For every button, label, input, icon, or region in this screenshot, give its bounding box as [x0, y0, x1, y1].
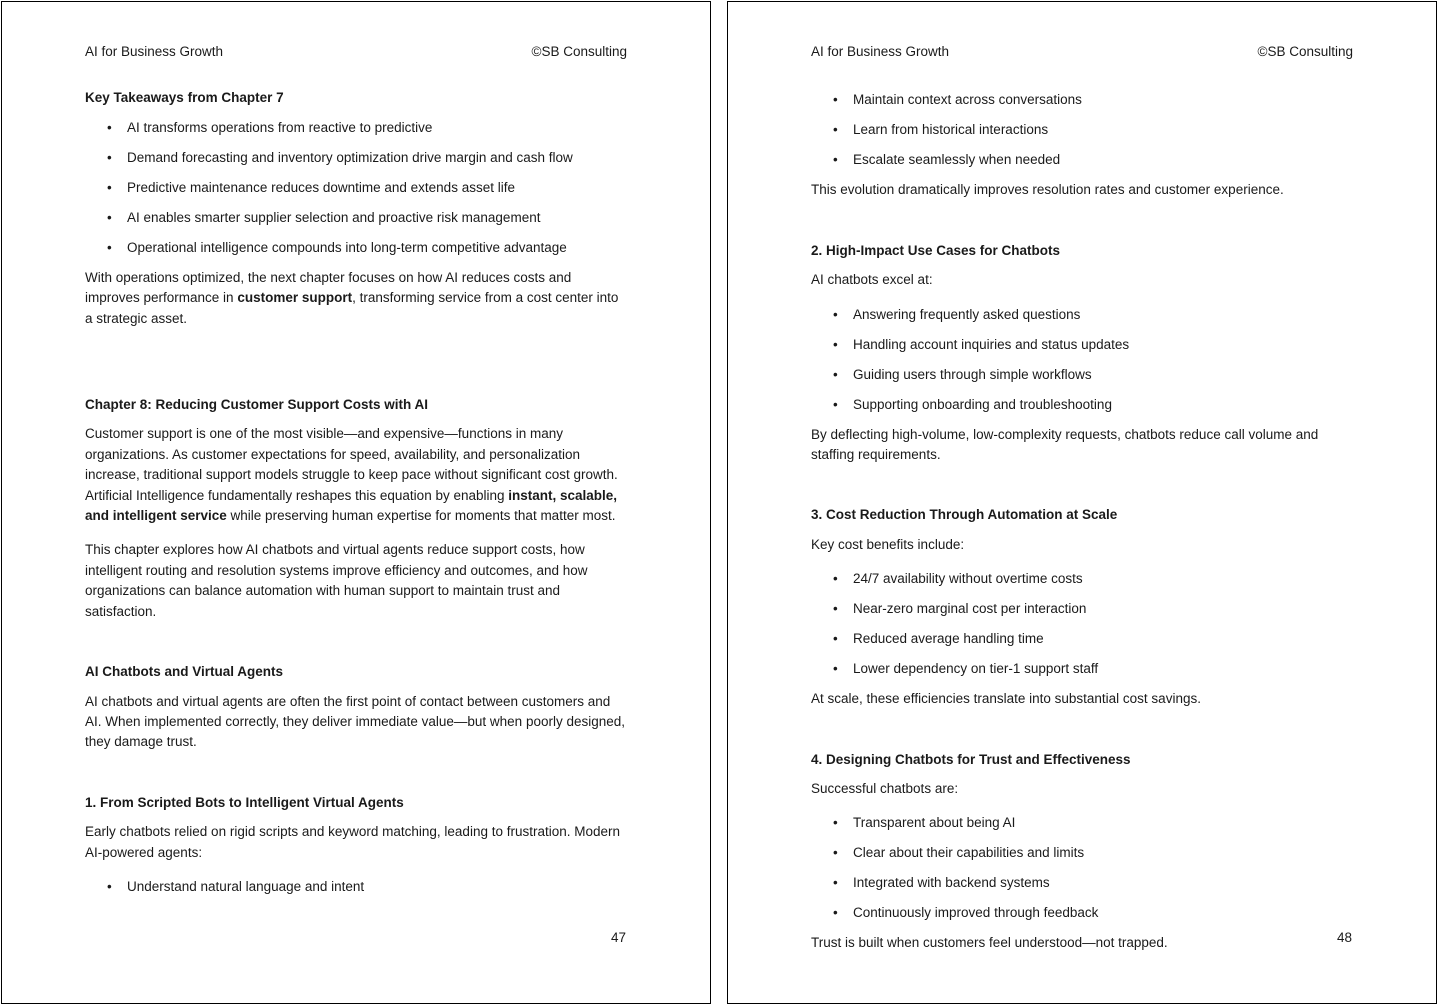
text-run: By deflecting high-volume, low-complexity requests, chatbots reduce call volume and staffing requirements.	[811, 426, 1319, 463]
section-heading: 3. Cost Reduction Through Automation at Scale	[811, 507, 1118, 523]
list-item: • Continuously improved through feedback	[853, 903, 1353, 923]
text-run: This evolution dramatically improves resolution rates and customer experience.	[811, 182, 1284, 198]
paragraph	[811, 689, 1353, 709]
list-item: • Operational intelligence compounds into long-term competitive advantage	[127, 238, 627, 258]
page-47	[1, 1, 711, 1004]
text-run: With operations optimized, the next chapter focuses on how AI reduces costs and improves performance in	[85, 269, 572, 306]
text-run: AI chatbots and virtual agents are often the first point of contact between customers and AI. When implemented correctly, they deliver immediate value—but when poorly designed, they damage trust.	[85, 693, 626, 750]
text-run: Early chatbots relied on rigid scripts and keyword matching, leading to frustration. Modern AI-powered agents:	[85, 824, 621, 860]
list-item: • Clear about their capabilities and limits	[853, 843, 1353, 863]
bullet-list	[811, 569, 1353, 679]
text-run: customer support	[237, 290, 353, 306]
paragraph	[85, 424, 627, 526]
text-run: Trust is built when customers feel understood—not trapped.	[811, 935, 1168, 951]
list-item: • Transparent about being AI	[853, 813, 1353, 833]
list-item: • Understand natural language and intent	[127, 877, 627, 897]
list-item: • Lower dependency on tier-1 support staff	[853, 659, 1353, 679]
list-item: • Maintain context across conversations	[853, 90, 1353, 110]
list-item: • Near-zero marginal cost per interaction	[853, 599, 1353, 619]
bullet-list	[85, 118, 627, 258]
page-content	[85, 88, 627, 897]
running-header-title: AI for Business Growth	[811, 44, 950, 59]
bullet-list	[811, 305, 1353, 415]
list-item: • Reduced average handling time	[853, 629, 1353, 649]
paragraph	[811, 425, 1353, 466]
text-run: , transforming service from a cost center into a strategic asset.	[85, 290, 619, 326]
text-run: At scale, these efficiencies translate into substantial cost savings.	[811, 691, 1201, 707]
list-item: • Integrated with backend systems	[853, 873, 1353, 893]
page-header	[85, 42, 627, 62]
paragraph	[811, 270, 1353, 290]
section-heading: AI Chatbots and Virtual Agents	[85, 664, 284, 680]
paragraph	[811, 930, 1353, 953]
list-item: • Answering frequently asked questions	[853, 305, 1353, 325]
list-item: • Demand forecasting and inventory optimization drive margin and cash flow	[127, 148, 627, 168]
text-run: Customer support is one of the most visible—and expensive—functions in many organizations. As customer expectations for speed, availability, and personalization increase, traditional support models struggle to keep pace without significant cost growth. Artificial Intelligence fundamentally reshapes this equation by enabling	[85, 426, 618, 503]
text-run: AI chatbots excel at:	[811, 272, 933, 288]
page-header	[811, 42, 1353, 62]
bullet-list	[85, 877, 627, 897]
page-48	[727, 1, 1437, 1004]
page-number: 48	[1336, 930, 1352, 945]
text-run: This chapter explores how AI chatbots and virtual agents reduce support costs, how intelligent routing and resolution systems improve efficiency and outcomes, and how organizations can balance automation with human support to maintain trust and satisfaction.	[85, 542, 588, 619]
section-heading: Chapter 8: Reducing Customer Support Costs with AI	[85, 397, 429, 413]
section-heading: 2. High-Impact Use Cases for Chatbots	[811, 242, 1061, 258]
paragraph	[85, 540, 627, 622]
list-item: • AI enables smarter supplier selection and proactive risk management	[127, 208, 627, 228]
list-item: • Guiding users through simple workflows	[853, 365, 1353, 385]
list-item: • Handling account inquiries and status updates	[853, 335, 1353, 355]
paragraph	[811, 535, 1353, 555]
list-item: • AI transforms operations from reactive to predictive	[127, 118, 627, 138]
running-header-copyright: ©SB Consulting	[531, 44, 627, 59]
text-run: while preserving human expertise for moments that matter most.	[226, 508, 616, 524]
bullet-list	[811, 90, 1353, 170]
paragraph	[811, 779, 1353, 799]
section-heading: 1. From Scripted Bots to Intelligent Virtual Agents	[85, 794, 404, 810]
text-run: instant, scalable, and intelligent service	[85, 487, 618, 524]
section-heading: Key Takeaways from Chapter 7	[85, 90, 284, 106]
list-item: • Predictive maintenance reduces downtime and extends asset life	[127, 178, 627, 198]
bullet-list	[811, 813, 1353, 923]
text-run: Key cost benefits include:	[811, 536, 965, 552]
running-header-copyright: ©SB Consulting	[1257, 44, 1353, 59]
paragraph	[85, 822, 627, 863]
list-item: • 24/7 availability without overtime costs	[853, 569, 1353, 589]
section-heading: 4. Designing Chatbots for Trust and Effectiveness	[811, 751, 1131, 767]
page-content	[811, 90, 1353, 953]
paragraph	[85, 692, 627, 753]
running-header-title: AI for Business Growth	[85, 44, 224, 59]
paragraph	[811, 180, 1353, 200]
list-item: • Escalate seamlessly when needed	[853, 150, 1353, 170]
list-item: • Learn from historical interactions	[853, 120, 1353, 140]
list-item: • Supporting onboarding and troubleshooting	[853, 395, 1353, 415]
paragraph	[85, 268, 627, 329]
text-run: Successful chatbots are:	[811, 781, 959, 797]
page-number: 47	[610, 930, 626, 945]
